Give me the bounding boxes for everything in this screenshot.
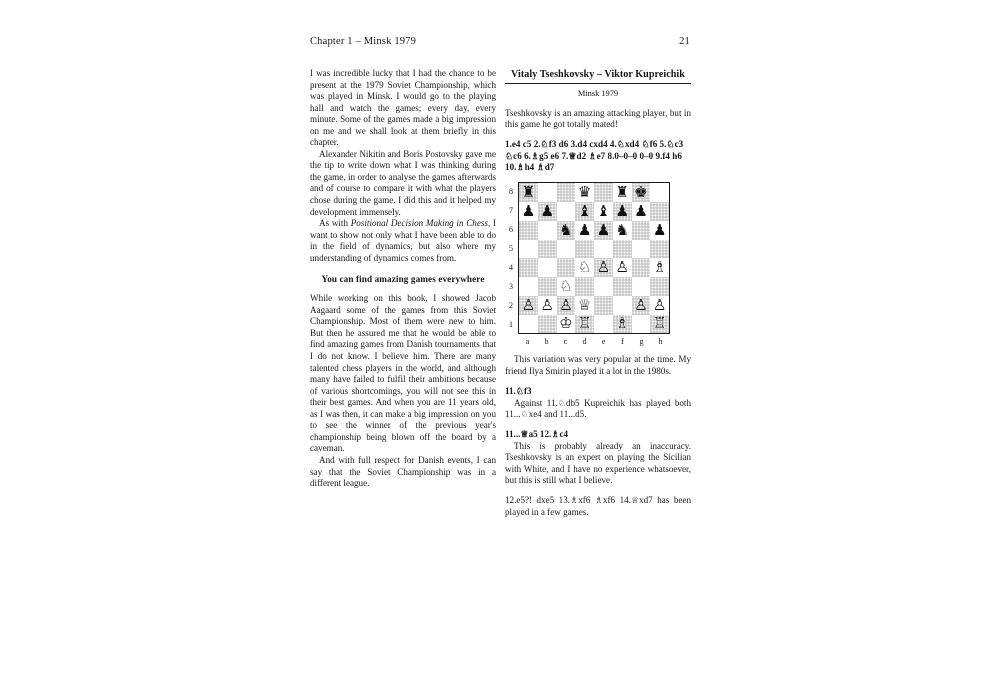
piece-p-a7: ♟	[521, 201, 536, 220]
square-c5	[557, 240, 576, 259]
rank-labels	[506, 182, 516, 334]
text-after-title: , I want to show not only what I have been able to do in the field of dynamics, but also where my understanding of dynamics comes from.	[310, 218, 497, 263]
piece-P-c2: ♙	[559, 295, 573, 314]
piece-r-f8: ♜	[615, 183, 629, 202]
square-e7	[594, 202, 613, 221]
square-b6	[538, 221, 557, 240]
chapter-title: Chapter 1 – Minsk 1979	[310, 36, 417, 47]
square-g8	[632, 183, 651, 202]
square-e2	[594, 296, 613, 315]
square-h3	[650, 277, 669, 296]
variation-line: 12.e5?! dxe5 13.♗xf6 ♗xf6 14.♕xd7 has been played in a few games.	[505, 495, 691, 517]
piece-q-d8: ♛	[577, 183, 592, 202]
square-h4	[650, 258, 669, 277]
piece-R-d1: ♖	[577, 314, 592, 333]
square-g1	[632, 315, 651, 334]
square-e3	[594, 277, 613, 296]
rank-label-6: 6	[509, 225, 513, 235]
book-title-italic: Positional Decision Making in Chess	[350, 218, 488, 229]
square-c4	[557, 258, 576, 277]
square-h6	[650, 221, 669, 240]
square-a8	[519, 183, 538, 202]
square-d7	[575, 202, 594, 221]
right-column	[505, 68, 691, 519]
piece-N-d4: ♘	[577, 258, 592, 277]
piece-Q-d2: ♕	[577, 295, 592, 314]
square-a7	[519, 202, 538, 221]
square-e6	[594, 221, 613, 240]
text-before-title: As with	[319, 218, 351, 229]
paragraph-intro-1: I was incredible lucky that I had the chance to be present at the 1979 Soviet Championship, which was played in Minsk. I would go to the playing hall and watch the games; every day, every minute. Some of the games made a big impression on me and we shall look at them briefly in this chapter.	[310, 68, 496, 148]
move-comment-11-12: This is probably already an inaccuracy. Tseshkovsky is an expert on playing the Sicilian with White, and I have no experience whatsoever, but this is still what I believe.	[505, 440, 691, 486]
square-b4	[538, 258, 557, 277]
rank-label-5: 5	[509, 244, 513, 254]
section-subheading: You can find amazing games everywhere	[321, 273, 485, 284]
square-c2	[557, 296, 576, 315]
square-e8	[594, 183, 613, 202]
paragraph-closing: And with full respect for Danish events, I can say that the Soviet Championship was in a different league.	[310, 454, 496, 489]
file-label-b: b	[544, 337, 549, 347]
piece-b-e7: ♝	[596, 201, 611, 220]
piece-p-g7: ♟	[634, 201, 648, 220]
piece-P-f4: ♙	[615, 258, 629, 277]
square-a2	[519, 296, 538, 315]
square-a3	[519, 277, 538, 296]
square-h8	[650, 183, 669, 202]
piece-B-f1: ♗	[615, 314, 629, 333]
square-b3	[538, 277, 557, 296]
square-g7	[632, 202, 651, 221]
square-c8	[557, 183, 576, 202]
square-f7	[613, 202, 632, 221]
paragraph-after-diagram: This variation was very popular at the time. My friend Ilya Smirin played it a lot in the 1980s.	[505, 354, 691, 376]
piece-k-g8: ♚	[634, 183, 648, 202]
piece-P-b2: ♙	[540, 295, 554, 314]
square-a4	[519, 258, 538, 277]
page-number: 21	[679, 36, 690, 47]
piece-B-h4: ♗	[652, 258, 667, 277]
move-heading-11: 11.♘f3	[505, 385, 532, 396]
square-e4	[594, 258, 613, 277]
piece-b-d7: ♝	[577, 201, 592, 220]
file-label-e: e	[601, 337, 606, 347]
square-b2	[538, 296, 557, 315]
piece-P-g2: ♙	[634, 295, 648, 314]
square-b5	[538, 240, 557, 259]
square-f6	[613, 221, 632, 240]
square-g5	[632, 240, 651, 259]
piece-P-a2: ♙	[521, 295, 536, 314]
square-h5	[650, 240, 669, 259]
square-h1	[650, 315, 669, 334]
game-header	[505, 68, 691, 99]
piece-P-h2: ♙	[652, 295, 667, 314]
game-event: Minsk 1979	[577, 89, 619, 98]
move-comment-11: Against 11.♘db5 Kupreichik has played both 11...♘xe4 and 11...d5.	[505, 397, 691, 420]
header-rule	[505, 83, 691, 84]
square-d2	[575, 296, 594, 315]
rank-label-3: 3	[509, 282, 513, 292]
square-d6	[575, 221, 594, 240]
file-label-a: a	[525, 337, 530, 347]
piece-n-c6: ♞	[559, 220, 573, 239]
square-h7	[650, 202, 669, 221]
square-b1	[538, 315, 557, 334]
piece-r-a8: ♜	[521, 183, 536, 202]
file-labels	[518, 335, 670, 348]
paragraph-intro-3	[310, 218, 496, 264]
move-heading-11-12: 11...♕a5 12.♗c4	[505, 429, 569, 440]
file-label-f: f	[621, 337, 624, 347]
square-f1	[613, 315, 632, 334]
running-head	[310, 36, 690, 47]
piece-n-f6: ♞	[615, 220, 629, 239]
square-c7	[557, 202, 576, 221]
chess-board	[518, 182, 670, 334]
square-f8	[613, 183, 632, 202]
game-intro-text: Tseshkovsky is an amazing attacking player, but in this game he got totally mated!	[505, 107, 691, 130]
piece-P-e4: ♙	[596, 258, 611, 277]
file-label-c: c	[563, 337, 568, 347]
square-d8	[575, 183, 594, 202]
square-a1	[519, 315, 538, 334]
rank-label-2: 2	[509, 301, 513, 311]
square-a6	[519, 221, 538, 240]
square-b7	[538, 202, 557, 221]
piece-N-c3: ♘	[559, 276, 573, 295]
diagram-board-wrap	[509, 182, 670, 334]
square-f3	[613, 277, 632, 296]
piece-p-f7: ♟	[615, 201, 629, 220]
square-g4	[632, 258, 651, 277]
rank-label-7: 7	[509, 206, 513, 216]
square-f5	[613, 240, 632, 259]
square-e1	[594, 315, 613, 334]
left-column	[310, 68, 496, 490]
piece-K-c1: ♔	[559, 314, 573, 333]
opening-moves: 1.e4 c5 2.♘f3 d6 3.d4 cxd4 4.♘xd4 ♘f6 5.♘c3 ♘c6 6.♗g5 e6 7.♕d2 ♗e7 8.0–0–0 0–0 9.f4 h6 10.♗h4 ♗d7	[505, 139, 684, 173]
file-label-h: h	[658, 337, 663, 347]
square-a5	[519, 240, 538, 259]
square-c1	[557, 315, 576, 334]
square-e5	[594, 240, 613, 259]
square-h2	[650, 296, 669, 315]
chess-diagram	[505, 182, 691, 348]
rank-label-8: 8	[509, 187, 513, 197]
square-g3	[632, 277, 651, 296]
piece-p-d6: ♟	[577, 220, 592, 239]
square-c3	[557, 277, 576, 296]
square-d5	[575, 240, 594, 259]
file-label-g: g	[639, 337, 644, 347]
rank-label-1: 1	[509, 320, 513, 330]
piece-p-e6: ♟	[596, 220, 611, 239]
piece-p-b7: ♟	[540, 201, 554, 220]
square-d1	[575, 315, 594, 334]
square-g2	[632, 296, 651, 315]
square-f2	[613, 296, 632, 315]
square-b8	[538, 183, 557, 202]
square-c6	[557, 221, 576, 240]
paragraph-intro-2: Alexander Nikitin and Boris Postovsky gave me the tip to write down what I was thinking during the game, in order to analyse the games afterwards and of course to compare it with what the players chose during the game. I did this and it helped my development immensely.	[310, 148, 496, 217]
file-label-d: d	[582, 337, 587, 347]
piece-R-h1: ♖	[652, 314, 667, 333]
rank-label-4: 4	[509, 263, 513, 273]
square-d4	[575, 258, 594, 277]
square-g6	[632, 221, 651, 240]
game-players: Vitaly Tseshkovsky – Viktor Kupreichik	[511, 69, 685, 80]
piece-p-h6: ♟	[652, 220, 667, 239]
square-d3	[575, 277, 594, 296]
paragraph-aagaard: While working on this book, I showed Jacob Aagaard some of the games from this Soviet Championship. Most of them were new to him. But then he assured me that he would be able to find amazing games from Danish tournaments that I do not know. I believe him. There are many talented chess players in the world, and although many have failed to fulfil their ambitions because of various shortcomings, you will not see this in their best games. And when you are 11 years old, as I was then, it can make a big impression on you to see the winner of the previous year's championship being blown off the board by a caveman.	[310, 293, 496, 454]
square-f4	[613, 258, 632, 277]
